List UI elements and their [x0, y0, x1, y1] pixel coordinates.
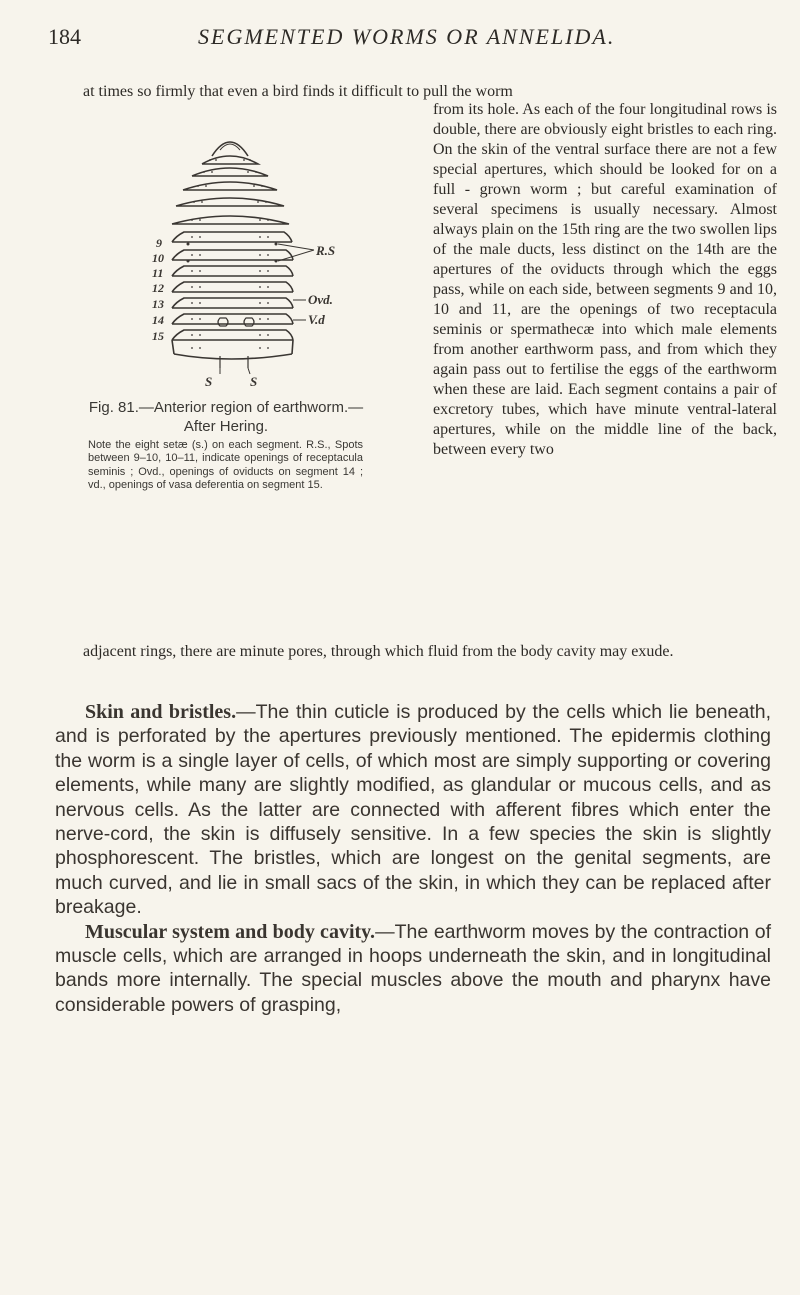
segment-label-13: 13: [152, 297, 164, 311]
section-text: —The earthworm moves by the contraction of muscle cells, which are arranged in hoops underneath the skin, and in longitudinal bands more internally. The special muscles above the mouth and pharynx have considerable powers of grasping,: [55, 920, 771, 1016]
page-header: [48, 10, 748, 50]
segment-label-10: 10: [152, 251, 164, 265]
figure-caption: Fig. 81.—Anterior region of earthworm.—After Hering.: [88, 399, 364, 435]
segment-label-12: 12: [152, 281, 164, 295]
pointer-lines: [220, 244, 314, 374]
segment-label-15: 15: [152, 329, 164, 343]
figure-note: Note the eight setæ (s.) on each segment. R.S., Spots between 9–10, 10–11, indicate openings of receptacula seminis ; Ovd., openings of oviducts on segment 14 ; vd., openings of vasa deferentia on segment 15.: [88, 439, 363, 492]
label-s-left: S: [205, 374, 213, 389]
earthworm-figure: [80, 120, 440, 665]
segment-label-9: 9: [156, 236, 162, 250]
earthworm-diagram: [80, 120, 440, 400]
label-rs: R.S: [316, 243, 336, 258]
label-vd: V.d: [308, 312, 325, 327]
page-number: 184: [48, 24, 81, 49]
right-column-text: from its hole. As each of the four longitudinal rows is double, there are obviously eight bristles to each ring. On the skin of the ventral surface there are not a few special apertures, which should be looked for on a full - grown worm ; but careful examination of several specimens is usually necessary. Almost always plain on the 15th ring are the two swollen lips of the male ducts, less distinct on the 14th are the apertures of the oviducts through which the eggs pass, while on each side, between segments 9 and 10, 10 and 11, are the openings of two receptacula seminis or spermathecæ into which male elements from another earthworm pass, and from which they again pass out to fertilise the eggs of the earthworm when these are laid. Each segment contains a pair of excretory tubes, which have minute ventral-lateral apertures, while on the middle line of the back, between every two: [433, 101, 777, 458]
body-text: [55, 700, 771, 1017]
label-ovd: Ovd.: [308, 292, 333, 307]
label-s-right: S: [250, 374, 258, 389]
running-head: SEGMENTED WORMS OR ANNELIDA.: [198, 24, 616, 49]
segment-labels: [152, 236, 164, 343]
section-heading: Skin and bristles.: [85, 701, 237, 723]
continuation-paragraph: adjacent rings, there are minute pores, through which fluid from the body cavity may exude.: [83, 643, 674, 660]
segment-label-14: 14: [152, 313, 164, 327]
section-muscular-system: [55, 920, 771, 1018]
section-skin-bristles: [55, 700, 771, 920]
worm-body-outline: [172, 142, 293, 368]
setae-dots: [191, 159, 269, 349]
section-text: —The thin cuticle is produced by the cells which lie beneath, and is perforated by the apertures previously mentioned. The epidermis clothing the worm is a single layer of cells, of which most are simply supporting or covering elements, while many are slightly modified, as glandular or mucous cells, and as nervous cells. As the latter are connected with afferent fibres which enter the nerve-cord, the skin is diffusely sensitive. In a few species the skin is slightly phosphorescent. The bristles, which are longest on the genital segments, are much curved, and lie in small sacs of the skin, in which they can be replaced after breakage.: [55, 701, 772, 919]
section-heading: Muscular system and body cavity.: [85, 920, 376, 943]
top-paragraph: at times so firmly that even a bird finds it difficult to pull the worm: [83, 83, 513, 100]
segment-label-11: 11: [152, 266, 164, 280]
